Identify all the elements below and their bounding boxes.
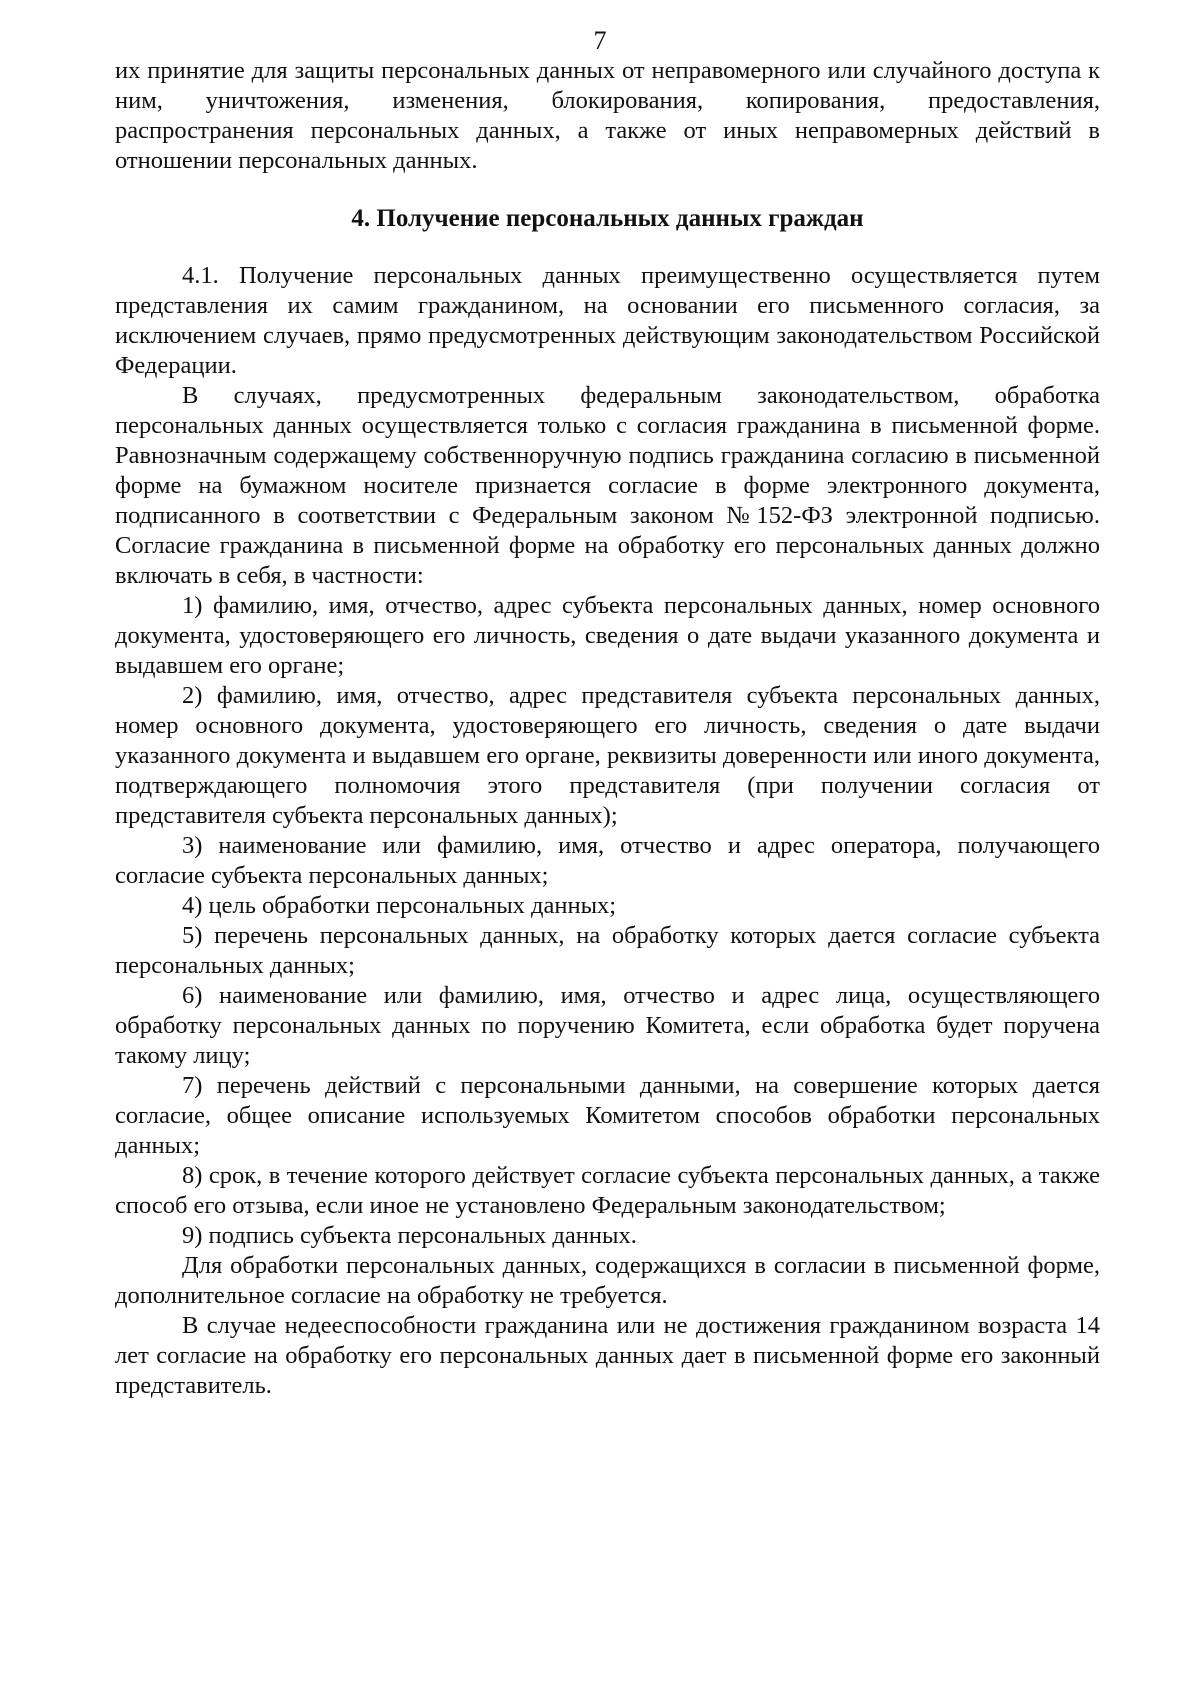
list-item-1: 1) фамилию, имя, отчество, адрес субъекта персональных данных, номер основного документа, удостоверяющего его личность, сведения о дате выдачи указанного документа и выдавшем его органе; (115, 592, 1100, 679)
paragraph-legal-representative: В случае недееспособности гражданина или не достижения гражданином возраста 14 лет согласие на обработку его персональных данных дает в письменной форме его законный представитель. (115, 1312, 1100, 1399)
list-item-6: 6) наименование или фамилию, имя, отчество и адрес лица, осуществляющего обработку персональных данных по поручению Комитета, если обработка будет поручена такому лицу; (115, 982, 1100, 1069)
paragraph-additional-consent: Для обработки персональных данных, содержащихся в согласии в письменной форме, дополнительное согласие на обработку не требуется. (115, 1252, 1100, 1309)
paragraph-4-1: 4.1. Получение персональных данных преимущественно осуществляется путем представления их самим гражданином, на основании его письменного согласия, за исключением случаев, прямо предусмотренных действующим законодательством Российской Федерации. (115, 262, 1100, 379)
list-item-4: 4) цель обработки персональных данных; (182, 892, 617, 919)
document-body (115, 56, 1100, 1401)
list-item-2: 2) фамилию, имя, отчество, адрес представителя субъекта персональных данных, номер основного документа, удостоверяющего его личность, сведения о дате выдачи указанного документа и выдавшем его органе, реквизиты доверенности или иного документа, подтверждающего полномочия этого представителя (при получении согласия от представителя субъекта персональных данных); (115, 682, 1100, 829)
paragraph-continuation: их принятие для защиты персональных данных от неправомерного или случайного доступа к ним, уничтожения, изменения, блокирования, копирования, предоставления, распространения персональных данных, а также от иных неправомерных действий в отношении персональных данных. (115, 57, 1100, 174)
list-item-5: 5) перечень персональных данных, на обработку которых дается согласие субъекта персональных данных; (115, 922, 1100, 979)
page-number: 7 (593, 26, 607, 55)
list-item-3: 3) наименование или фамилию, имя, отчество и адрес оператора, получающего согласие субъекта персональных данных; (115, 832, 1100, 889)
section-heading: 4. Получение персональных данных граждан (351, 205, 864, 232)
list-item-7: 7) перечень действий с персональными данными, на совершение которых дается согласие, общее описание используемых Комитетом способов обработки персональных данных; (115, 1072, 1100, 1159)
paragraph-consent-form: В случаях, предусмотренных федеральным законодательством, обработка персональных данных осуществляется только с согласия гражданина в письменной форме. Равнозначным содержащему собственноручную подпись гражданина согласию в письменной форме на бумажном носителе признается согласие в форме электронного документа, подписанного в соответствии с Федеральным законом №152-ФЗ электронной подписью. Согласие гражданина в письменной форме на обработку его персональных данных должно включать в себя, в частности: (115, 382, 1100, 589)
list-item-9: 9) подпись субъекта персональных данных. (182, 1222, 637, 1249)
list-item-8: 8) срок, в течение которого действует согласие субъекта персональных данных, а также способ его отзыва, если иное не установлено Федеральным законодательством; (115, 1162, 1100, 1219)
